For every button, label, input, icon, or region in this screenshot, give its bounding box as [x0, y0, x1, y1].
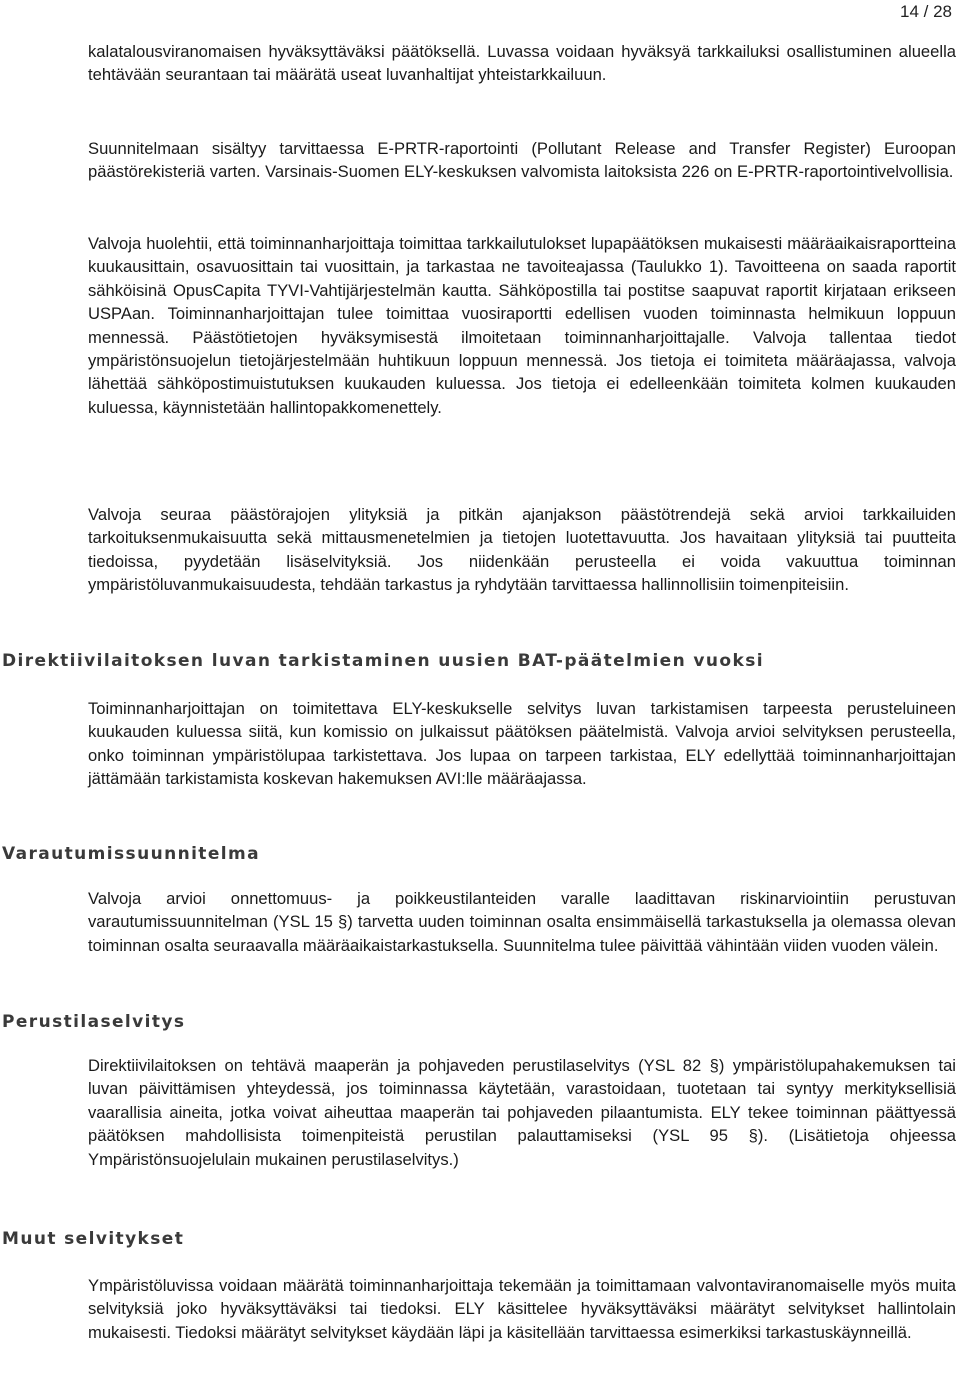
paragraph-emission-follow-up: Valvoja seuraa päästörajojen ylityksiä ja pitkän ajanjakson päästötrendejä sekä arvioi tarkkailuiden tarkoituksenmukaisuutta sekä mittausmenetelmien ja tietojen luotettavuutta. Jos havaitaan ylityksiä tai puutteita tiedoissa, pyydetään lisäselvityksiä. Jos niidenkään perusteella ei voida vakuuttua toiminnan ympäristöluvanmukaisuudesta, tehdään tarkastus ja ryhdytään tarvittaessa hallinnollisiin toimenpiteisiin. [88, 505, 956, 595]
paragraph-eprtr: Suunnitelmaan sisältyy tarvittaessa E-PRTR-raportointi (Pollutant Release and Transfer Register) Euroopan päästörekisteriä varten. Varsinais-Suomen ELY-keskuksen valvomista laitoksista 226 on E-PRTR-raportointivelvollisia. [88, 139, 956, 182]
paragraph-baseline-report: Direktiivilaitoksen on tehtävä maaperän ja pohjaveden perustilaselvitys (YSL 82 §) ympäristölupahakemuksen tai luvan päivittämisen yhteydessä, jos toiminnassa käytetään, varastoidaan, tuotetaan tai syntyy merkityksellisiä vaarallisia aineita, jotka voivat aiheuttaa maaperän tai pohjaveden pilaantumista. ELY tekee toiminnan päättyessä päätöksen mahdollisista toimenpiteistä perustilan palauttamiseksi (YSL 95 §). (Lisätietoja ohjeessa Ympäristönsuojelulain mukainen perustilaselvitys.) [88, 1056, 956, 1169]
paragraph-reporting: Valvoja huolehtii, että toiminnanharjoittaja toimittaa tarkkailutulokset lupapäätöksen mukaisesti määräaikaisraportteina kuukausittain, osavuosittain tai vuosittain, ja tarkastaa ne tavoiteajassa (Taulukko 1). Tavoitteena on saada raportit sähköisinä OpusCapita TYVI-Vahtijärjestelmän kautta. Sähköpostilla tai postitse saapuvat raportit kirjataan erikseen USPAan. Toiminnanharjoittajan tulee toimittaa vuosiraportti edellisen vuoden toiminnasta helmikuun loppuun mennessä. Päästötietojen hyväksymisestä ilmoitetaan toiminnanharjoittajalle. Valvoja tallentaa tiedot ympäristönsuojelun tietojärjestelmään huhtikuun loppuun mennessä. Jos tietoja ei toimiteta määräajassa, valvoja lähettää sähköpostimuistutuksen kuukauden kuluessa. Jos tietoja ei edelleenkään toimiteta kolmen kuukauden kuluessa, käynnistetään hallintopakkomenettely. [88, 234, 956, 417]
paragraph-preparedness-plan: Valvoja arvioi onnettomuus- ja poikkeustilanteiden varalle laadittavan riskinarviointiin perustuvan varautumissuunnitelman (YSL 15 §) tarvetta uuden toiminnan osalta ensimmäisellä tarkastuksella ja olemassa olevan toiminnan osalta seuraavalla määräaikaistarkastuksella. Suunnitelma tulee päivittää vähintään viiden vuoden välein. [88, 889, 956, 955]
paragraph-other-reports: Ympäristöluvissa voidaan määrätä toiminnanharjoittaja tekemään ja toimittamaan valvontaviranomaiselle myös muita selvityksiä joko hyväksyttäväksi tai tiedoksi. ELY käsittelee hyväksyttäväksi määrätyt selvitykset hallintolain mukaisesti. Tiedoksi määrätyt selvitykset käydään läpi ja käsitellään tarvittaessa esimerkiksi tarkastuskäynneillä. [88, 1276, 956, 1342]
heading-other-reports: Muut selvitykset [2, 1229, 185, 1249]
paragraph-bat-review: Toiminnanharjoittajan on toimitettava ELY-keskukselle selvitys luvan tarkistamisen tarpeesta perusteluineen kuukauden kuluessa siitä, kun komissio on julkaissut päätöksen päätelmistä. Valvoja arvioi selvityksen perusteella, onko toiminnan ympäristölupaa tarkistettava. Jos lupaa on tarpeen tarkistaa, ELY edellyttää toiminnanharjoittajan jättämään tarkistamista koskevan hakemuksen AVI:lle määräajassa. [88, 699, 956, 789]
heading-preparedness-plan: Varautumissuunnitelma [2, 844, 260, 864]
paragraph-monitoring-approval: kalatalousviranomaisen hyväksyttäväksi päätöksellä. Luvassa voidaan hyväksyä tarkkailuksi osallistuminen alueella tehtävään seurantaan tai määrätä useat luvanhaltijat yhteistarkkailuun. [88, 42, 956, 85]
heading-bat-review: Direktiivilaitoksen luvan tarkistaminen uusien BAT-päätelmien vuoksi [2, 651, 764, 671]
page-number: 14 / 28 [900, 2, 952, 21]
heading-baseline-report: Perustilaselvitys [2, 1012, 186, 1032]
